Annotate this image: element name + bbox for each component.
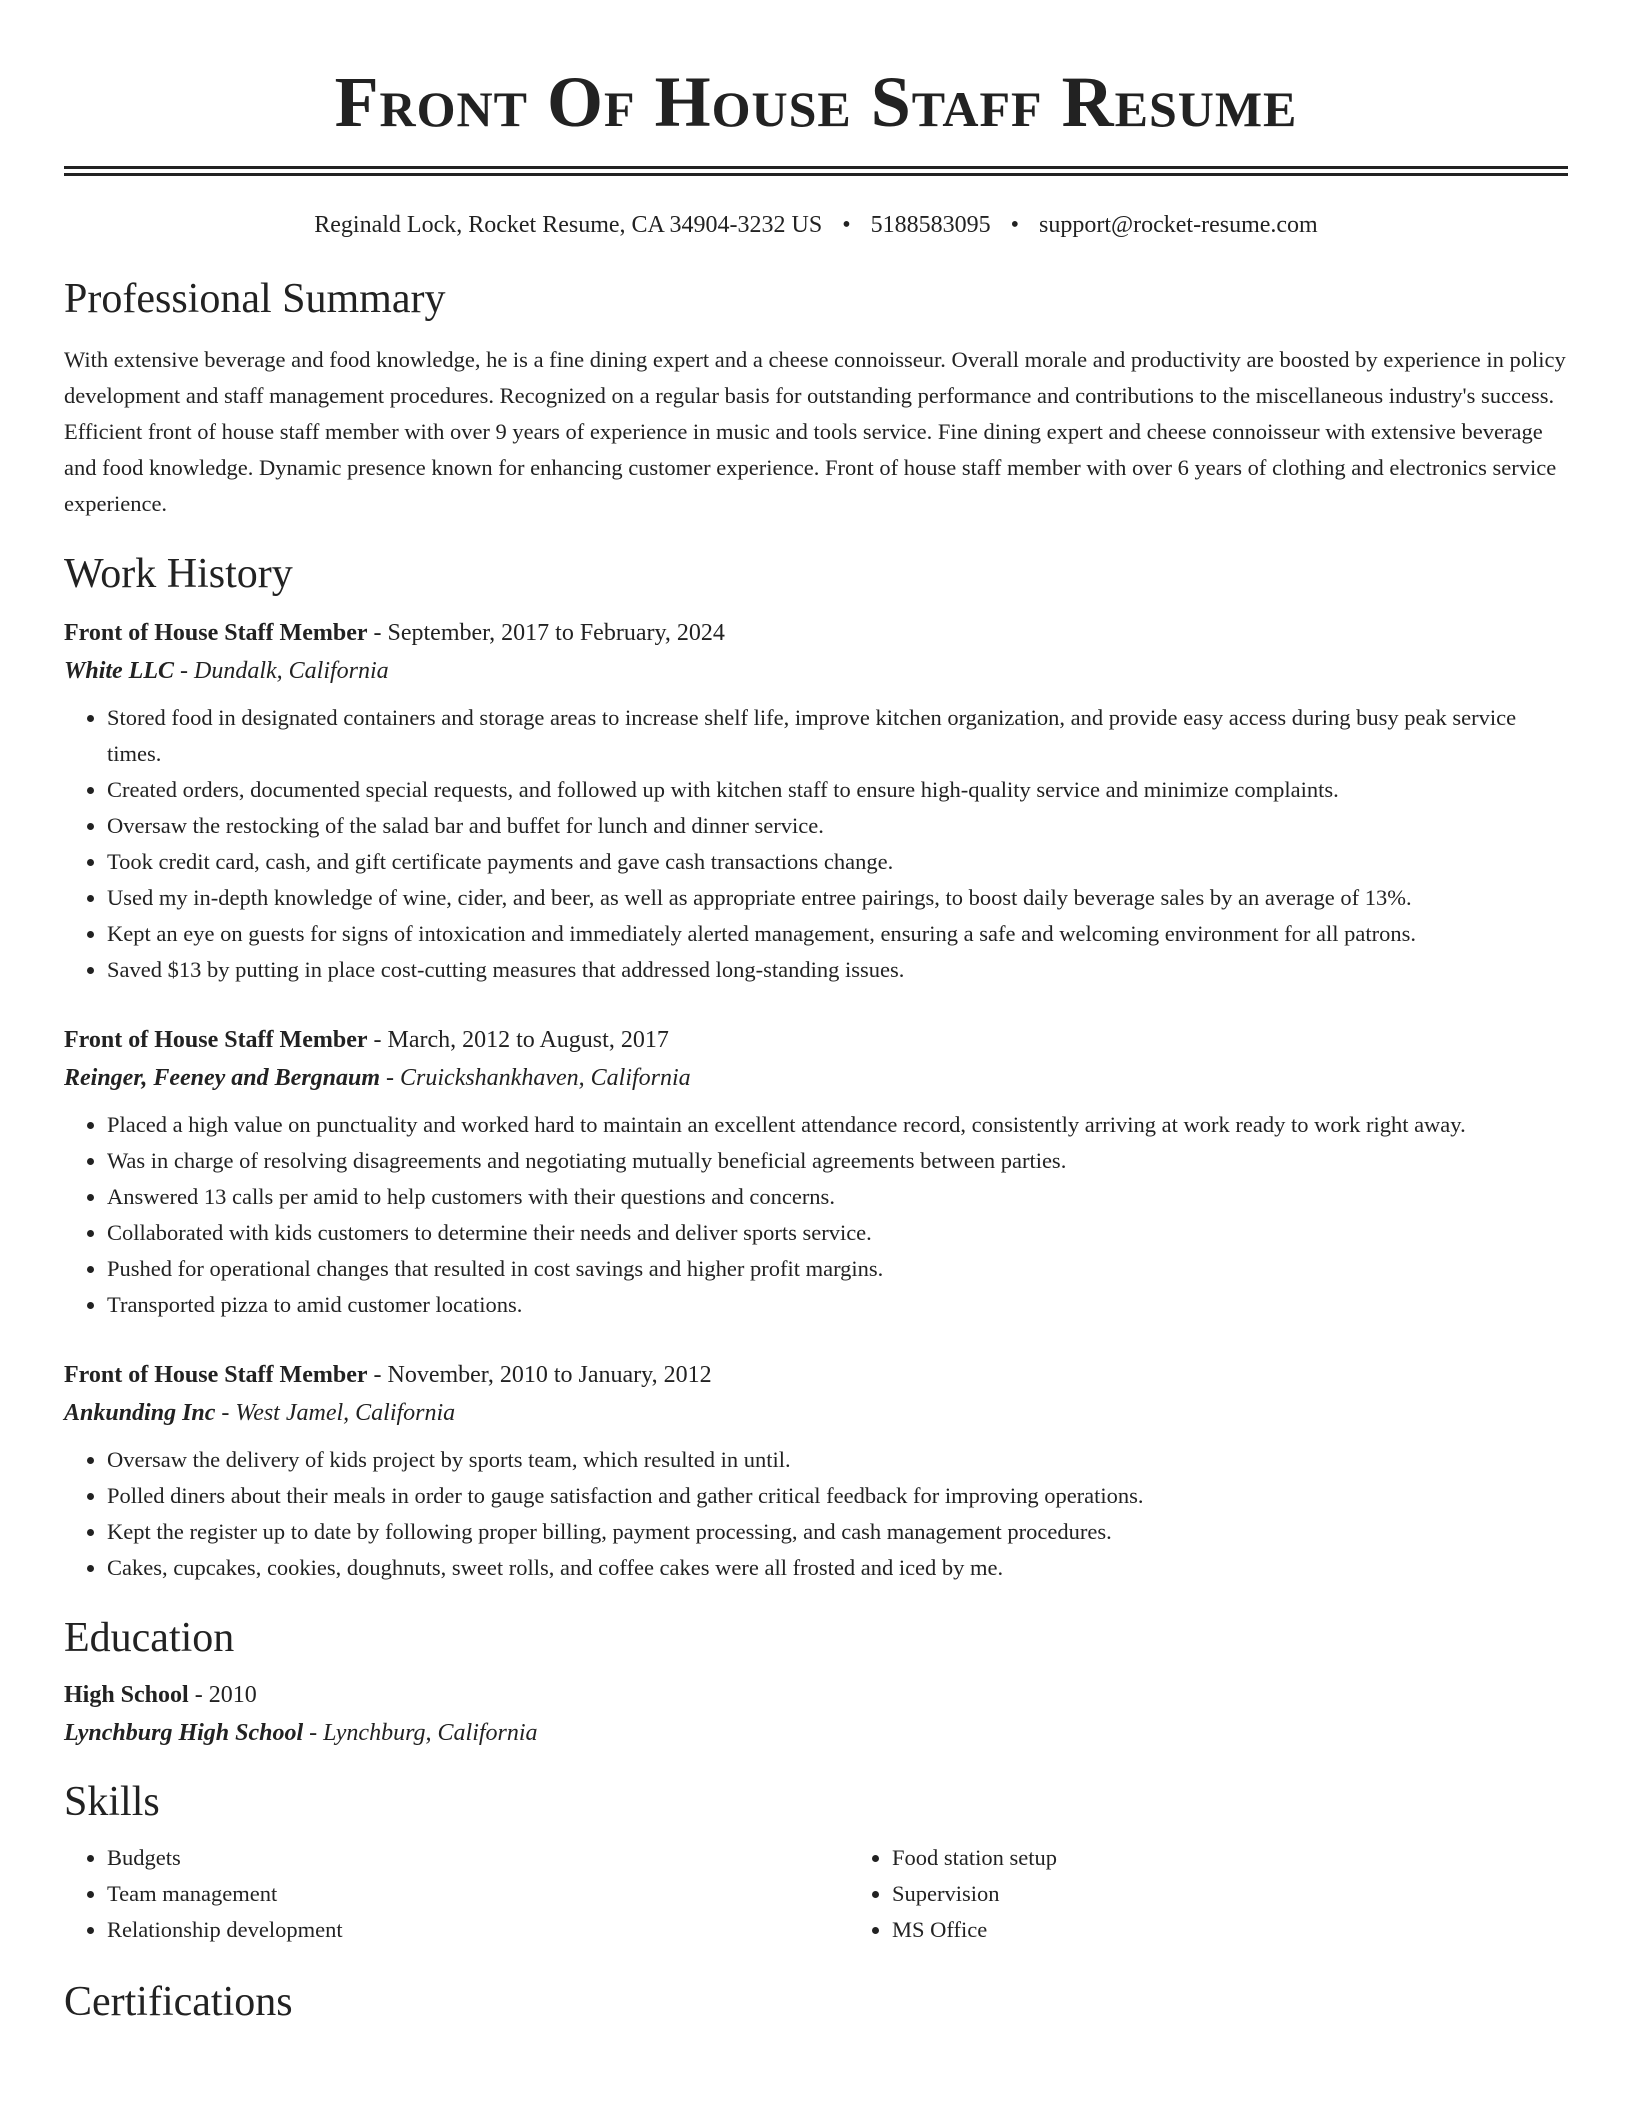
contact-address: Reginald Lock, Rocket Resume, CA 34904-3232 US (314, 212, 823, 238)
contact-line (64, 209, 1568, 241)
job-title: Front of House Staff Member (64, 1027, 368, 1053)
education-school: Lynchburg High School (64, 1720, 304, 1746)
job-bullet: • Polled diners about their meals in order to gauge satisfaction and gather critical feedback for improving operations. (107, 1478, 1568, 1514)
job-bullet: • Pushed for operational changes that resulted in cost savings and higher profit margins. (107, 1251, 1568, 1287)
job-entry (64, 1356, 1568, 1586)
skill-item: • Relationship development (107, 1912, 849, 1948)
resume-title: Front Of House Staff Resume (334, 62, 1298, 142)
job-bullet: • Collaborated with kids customers to determine their needs and deliver sports service. (107, 1215, 1568, 1251)
job-company-line (64, 1059, 1568, 1097)
job-location: - West Jamel, California (215, 1400, 456, 1426)
education-heading: Education (64, 1615, 235, 1661)
skill-item: • MS Office (892, 1912, 1632, 1948)
skill-item: • Supervision (892, 1876, 1632, 1912)
job-bullet: • Created orders, documented special requests, and followed up with kitchen staff to ensure high-quality service and minimize complaints. (107, 772, 1568, 808)
skills-heading: Skills (64, 1779, 160, 1825)
skill-item: • Team management (107, 1876, 849, 1912)
job-title-line (64, 1356, 1568, 1394)
skill-item: • Budgets (107, 1840, 849, 1876)
job-company: White LLC (64, 658, 175, 684)
job-location: - Dundalk, California (174, 658, 389, 684)
work-history-heading: Work History (64, 551, 293, 597)
job-title: Front of House Staff Member (64, 620, 368, 646)
job-bullets (64, 700, 1568, 988)
job-dates: - March, 2012 to August, 2017 (367, 1027, 669, 1053)
job-bullet: • Was in charge of resolving disagreements and negotiating mutually beneficial agreements between parties. (107, 1143, 1568, 1179)
job-bullet: • Took credit card, cash, and gift certificate payments and gave cash transactions change. (107, 844, 1568, 880)
skill-item: • Food station setup (892, 1840, 1632, 1876)
job-bullet: • Oversaw the restocking of the salad bar and buffet for lunch and dinner service. (107, 808, 1568, 844)
skills-list (64, 1840, 1568, 1948)
job-bullet: • Cakes, cupcakes, cookies, doughnuts, sweet rolls, and coffee cakes were all frosted and iced by me. (107, 1550, 1568, 1586)
job-location: - Cruickshankhaven, California (380, 1065, 691, 1091)
skills-column-right (849, 1840, 1632, 1948)
education-year: - 2010 (188, 1682, 257, 1708)
job-bullet: • Answered 13 calls per amid to help customers with their questions and concerns. (107, 1179, 1568, 1215)
summary-text: With extensive beverage and food knowledge, he is a fine dining expert and a cheese connoisseur. Overall morale and productivity are boosted by experience in policy development and staff management procedures. Recognized on a regular basis for outstanding performance and contributions to the miscellaneous industry's success. Efficient front of house staff member with over 9 years of experience in music and tools service. Fine dining expert and cheese connoisseur with extensive beverage and food knowledge. Dynamic presence known for enhancing customer experience. Front of house staff member with over 6 years of clothing and electronics service experience. (64, 347, 1566, 516)
job-company-line (64, 1394, 1568, 1432)
job-bullet: • Placed a high value on punctuality and worked hard to maintain an excellent attendance record, consistently arriving at work ready to work right away. (107, 1107, 1568, 1143)
education-location: - Lynchburg, California (303, 1720, 538, 1746)
job-title: Front of House Staff Member (64, 1362, 368, 1388)
title-divider (64, 166, 1568, 176)
education-degree-line (64, 1676, 1568, 1714)
job-company: Ankunding Inc (64, 1400, 216, 1426)
job-bullet: • Transported pizza to amid customer locations. (107, 1287, 1568, 1323)
contact-separator: • (1010, 212, 1020, 238)
job-dates: - September, 2017 to February, 2024 (367, 620, 725, 646)
job-company-line (64, 652, 1568, 690)
job-entry (64, 614, 1568, 988)
job-entry (64, 1021, 1568, 1323)
education-school-line (64, 1714, 1568, 1752)
job-bullet: • Kept the register up to date by following proper billing, payment processing, and cash management procedures. (107, 1514, 1568, 1550)
summary-heading: Professional Summary (64, 276, 446, 322)
certifications-heading: Certifications (64, 1979, 293, 2025)
resume-page (64, 0, 1568, 2028)
job-bullet: • Used my in-depth knowledge of wine, cider, and beer, as well as appropriate entree pairings, to boost daily beverage sales by an average of 13%. (107, 880, 1568, 916)
education-degree: High School (64, 1682, 189, 1708)
job-title-line (64, 614, 1568, 652)
job-bullets (64, 1442, 1568, 1586)
job-bullet: • Stored food in designated containers and storage areas to increase shelf life, improve kitchen organization, and provide easy access during busy peak service times. (107, 700, 1568, 772)
job-bullet: • Kept an eye on guests for signs of intoxication and immediately alerted management, ensuring a safe and welcoming environment for all patrons. (107, 916, 1568, 952)
contact-phone: 5188583095 (870, 212, 991, 238)
job-bullets (64, 1107, 1568, 1323)
skills-column-left (64, 1840, 849, 1948)
contact-separator: • (842, 212, 851, 238)
job-dates: - November, 2010 to January, 2012 (367, 1362, 712, 1388)
job-company: Reinger, Feeney and Bergnaum (64, 1065, 381, 1091)
education-entry (64, 1676, 1568, 1752)
job-bullet: • Saved $13 by putting in place cost-cutting measures that addressed long-standing issues. (107, 952, 1568, 988)
job-bullet: • Oversaw the delivery of kids project by sports team, which resulted in until. (107, 1442, 1568, 1478)
contact-email: support@rocket-resume.com (1039, 212, 1318, 238)
job-title-line (64, 1021, 1568, 1059)
